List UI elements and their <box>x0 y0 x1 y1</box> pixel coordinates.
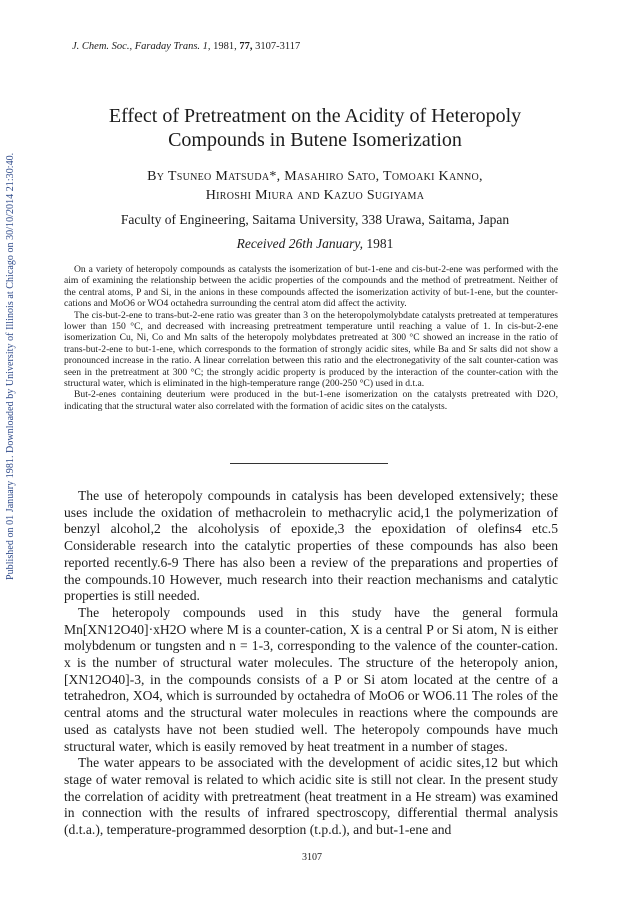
affiliation: Faculty of Engineering, Saitama University, 338 Urawa, Saitama, Japan <box>120 212 510 227</box>
journal-citation <box>72 41 300 52</box>
body-text <box>64 488 558 839</box>
received-year: 1981 <box>366 236 394 251</box>
download-watermark <box>3 100 19 580</box>
received-text: Received 26th January, <box>236 236 363 251</box>
journal-year: 1981, <box>213 41 237 52</box>
abstract <box>64 264 558 412</box>
abstract-paragraph-2: The cis-but-2-ene to trans-but-2-ene ratio was greater than 3 on the heteropolymolybdate catalysts pretreated at temperatures lower than 150 °C, and decreased with increasing pretreatment temperature until reaching a value of 1. In cis-but-2-ene isomerization Cu, Ni, Co and Mn salts of the heteropoly molybdates pretreated at 300 °C showed an increase in the ratio of trans-but-2-ene to but-1-ene, which corresponds to the formation of strongly acidic sites, while Ba and Sr salts did not show a pronounced increase in the ratio. A linear correlation between this ratio and the electronegativity of the salt counter-cation was seen in the pretreatment at 300 °C; the strongly acidic property is produced by the interaction of the counter-cation with the structural water, which is eliminated in the high-temperature range (200-250 °C) used in d.t.a. <box>64 309 558 390</box>
body-paragraph-1: The use of heteropoly compounds in catalysis has been developed extensively; these uses include the oxidation of methacrolein to methacrylic acid,1 the polymerization of benzyl alcohol,2 the alcoholysis of epoxide,3 the epoxidation of olefins4 etc.5 Considerable research into the catalytic properties of these compounds has also been reported recently.6-9 There has also been a review of the preparations and properties of the compounds.10 However, much research into their reaction mechanisms and catalytic properties is still needed. <box>64 488 558 604</box>
by-label: By <box>147 169 165 184</box>
authors-first-part: Tsuneo Matsuda*, Masahiro Sato, <box>167 169 380 184</box>
author-line-1 <box>60 167 570 186</box>
author-line-2: Hiroshi Miura and Kazuo Sugiyama <box>205 188 425 203</box>
authors-second-part: Tomoaki Kanno, <box>382 169 483 184</box>
received-date <box>40 236 590 252</box>
download-watermark-text: Published on 01 January 1981. Downloaded by University of Illinois at Chicago on 30/10/2014 21:30:40. <box>5 152 16 580</box>
section-divider <box>230 463 388 464</box>
paper-title-line-2: Compounds in Butene Isomerization <box>168 129 462 151</box>
journal-volume: 77, <box>239 41 253 52</box>
paper-title-line-1: Effect of Pretreatment on the Acidity of Heteropoly <box>108 105 522 127</box>
body-paragraph-3: The water appears to be associated with the development of acidic sites,12 but which stage of water removal is related to which acidic site is still not clear. In the present study the correlation of acidity with pretreatment (heat treatment in a He stream) was examined in connection with the results of infrared spectroscopy, differential thermal analysis (d.t.a.), temperature-programmed desorption (t.p.d.), and but-1-ene and <box>64 755 558 838</box>
abstract-paragraph-1: On a variety of heteropoly compounds as catalysts the isomerization of but-1-ene and cis-but-2-ene was performed with the aim of examining the relationship between the acidic properties of the compounds and the method of pretreatment. Neither of the central atoms, P and Si, in the anions in these compounds affected the isomerization activity of but-1-ene, but the counter-cations and MoO6 or WO4 octahedra surrounding the central atom did affect the activity. <box>64 264 558 310</box>
journal-pages: 3107-3117 <box>255 41 301 52</box>
page-number: 3107 <box>302 852 322 863</box>
abstract-paragraph-3: But-2-enes containing deuterium were produced in the but-1-ene isomerization on the catalysts pretreated with D2O, indicating that the structural water also correlated with the formation of acidic sites on the catalysts. <box>64 389 558 412</box>
paper-title <box>60 104 570 152</box>
author-list <box>60 167 570 205</box>
body-paragraph-2: The heteropoly compounds used in this study have the general formula Mn[XN12O40]·xH2O where M is a counter-cation, X is a central P or Si atom, N is either molybdenum or tungsten and n = 1-3, corresponding to the valence of the counter-cation. x is the number of structural water molecules. The structure of the heteropoly anion, [XN12O40]-3, in the compounds consists of a P or Si atom located at the centre of a tetrahedron, XO4, which is surrounded by octahedra of MoO6 or WO6.11 The roles of the central atoms and the structural water molecules in reactions where the compounds are used as catalysts have not been studied well. The heteropoly compounds have much structural water, which is easily removed by heat treatment in a number of stages. <box>64 604 558 754</box>
journal-name: J. Chem. Soc., Faraday Trans. 1, <box>72 41 211 52</box>
